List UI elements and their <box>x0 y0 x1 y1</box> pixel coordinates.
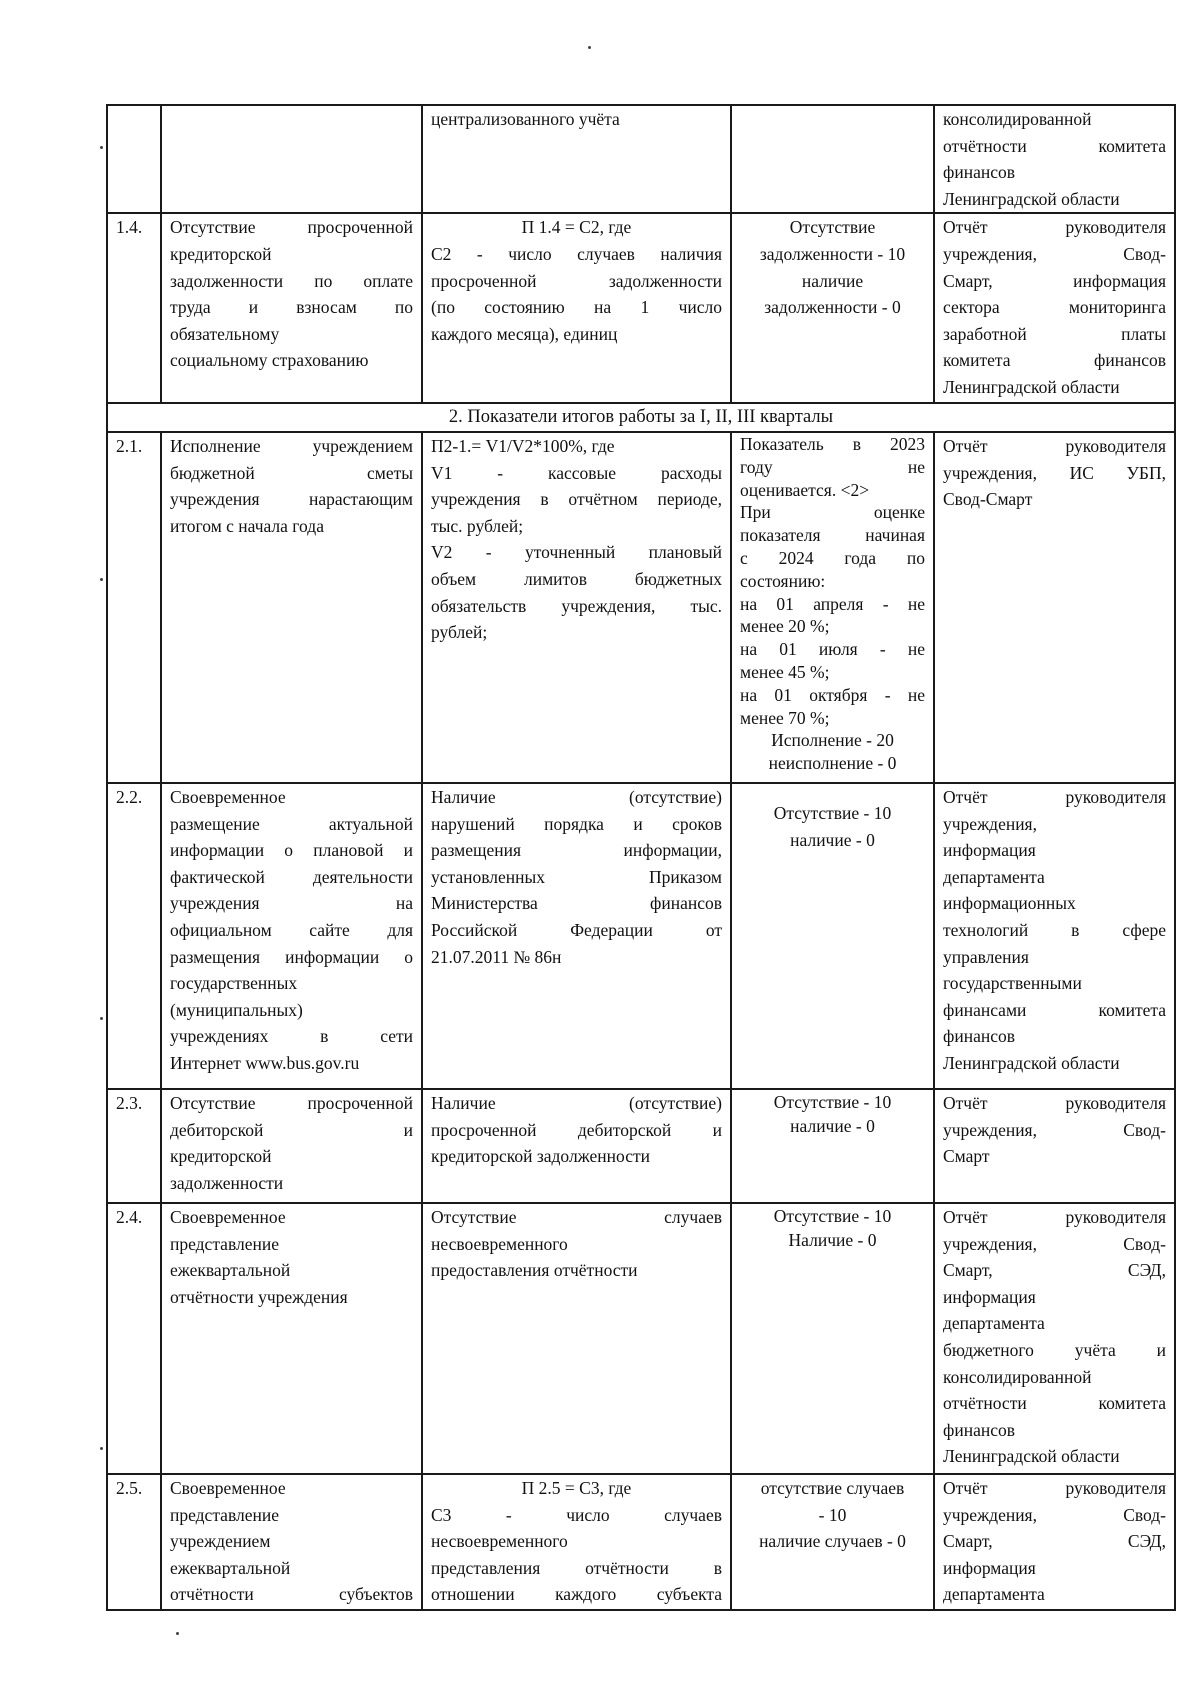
source-text: информация <box>943 1286 1036 1307</box>
source-text: комитета финансов <box>943 350 1166 371</box>
indicator-name-text: Своевременное <box>170 1477 286 1498</box>
formula-text: кредиторской задолженности <box>431 1146 651 1167</box>
score-text: Отсутствие - 10 <box>773 1091 892 1112</box>
source-text: департамента <box>943 1584 1045 1605</box>
score-text: Отсутствие - 10 <box>773 802 892 823</box>
indicator-name-text: Интернет www.bus.gov.ru <box>170 1052 360 1073</box>
source-text: отчётности комитета <box>943 135 1166 156</box>
indicator-name-text: размещения информации о <box>170 946 413 967</box>
formula-text: Наличие (отсутствие) <box>431 1092 722 1113</box>
formula-text: учреждения в отчётном периоде, <box>431 489 722 510</box>
source-text: департамента <box>943 1313 1045 1334</box>
formula-text: V1 - кассовые расходы <box>431 462 722 483</box>
formula-text: просроченной задолженности <box>431 270 722 291</box>
source-cell <box>934 1203 1175 1474</box>
source-text: управления <box>943 946 1029 967</box>
table-row <box>107 1474 1175 1610</box>
source-cell <box>934 1474 1175 1610</box>
formula-cell <box>422 1474 731 1610</box>
formula-text: размещения информации, <box>431 840 722 861</box>
score-cell <box>731 1089 934 1203</box>
source-text: Смарт, информация <box>943 270 1166 291</box>
source-text: учреждения, Свод- <box>943 1233 1166 1254</box>
source-text: Ленинградской области <box>943 376 1120 397</box>
source-text: заработной платы <box>943 323 1166 344</box>
scan-speck <box>100 146 103 149</box>
score-text: Отсутствие <box>789 217 876 238</box>
indicator-name-text: бюджетной сметы <box>170 462 413 483</box>
indicator-name-text: учреждения на <box>170 893 413 914</box>
source-text: отчётности комитета <box>943 1393 1166 1414</box>
source-text: финансов <box>943 1419 1015 1440</box>
source-cell <box>934 432 1175 783</box>
score-text: задолженности - 0 <box>764 297 901 318</box>
source-text: учреждения, Свод- <box>943 243 1166 264</box>
indicator-name-text: представление <box>170 1504 279 1525</box>
scan-speck <box>100 1447 103 1450</box>
score-cell <box>731 105 934 213</box>
row-number: 2.5. <box>116 1477 143 1498</box>
score-text: показателя начиная <box>740 525 925 546</box>
source-text: учреждения, Свод- <box>943 1504 1166 1525</box>
source-text: Свод-Смарт <box>943 489 1033 510</box>
section-header-row <box>107 403 1175 432</box>
formula-text: несвоевременного <box>431 1233 568 1254</box>
section-title: 2. Показатели итогов работы за I, II, III кварталы <box>107 403 1175 432</box>
formula-text: (по состоянию на 1 число <box>431 297 722 318</box>
source-text: государственными <box>943 973 1082 994</box>
indicator-name-text: размещение актуальной <box>170 813 413 834</box>
score-text: году не <box>740 456 925 477</box>
source-text: Отчёт руководителя <box>943 1206 1166 1227</box>
row-number-cell <box>107 432 161 783</box>
source-cell <box>934 213 1175 403</box>
source-text: финансами комитета <box>943 999 1166 1020</box>
formula-text: 21.07.2011 № 86н <box>431 946 562 967</box>
indicator-name-text: официальном сайте для <box>170 919 413 940</box>
formula-cell <box>422 213 731 403</box>
source-text: Ленинградской области <box>943 1052 1120 1073</box>
indicator-name-text: учреждения нарастающим <box>170 489 413 510</box>
indicator-name-text: фактической деятельности <box>170 866 413 887</box>
source-cell <box>934 105 1175 213</box>
source-text: департамента <box>943 866 1045 887</box>
formula-cell <box>422 1203 731 1474</box>
source-text: технологий в сфере <box>943 919 1166 940</box>
source-text: информация <box>943 840 1036 861</box>
indicator-name-text: кредиторской <box>170 243 272 264</box>
score-text: наличие <box>801 270 864 291</box>
score-cell <box>731 213 934 403</box>
indicator-name-text: представление <box>170 1233 279 1254</box>
score-cell <box>731 783 934 1089</box>
score-text: отсутствие случаев <box>760 1477 905 1498</box>
score-text: на 01 апреля - не <box>740 593 925 614</box>
indicator-name-text: Своевременное <box>170 786 286 807</box>
indicator-name-text: учреждениях в сети <box>170 1026 413 1047</box>
indicators-table <box>106 104 1176 1611</box>
indicator-name-text: (муниципальных) <box>170 999 303 1020</box>
table-row <box>107 783 1175 1089</box>
row-number: 2.1. <box>116 435 143 456</box>
source-cell <box>934 783 1175 1089</box>
formula-text: Министерства финансов <box>431 893 722 914</box>
source-text: Ленинградской области <box>943 188 1120 209</box>
table-row <box>107 1203 1175 1474</box>
source-text: консолидированной <box>943 109 1092 129</box>
source-text: информация <box>943 1557 1036 1578</box>
score-text: Показатель в 2023 <box>740 433 925 454</box>
source-text: Смарт <box>943 1146 990 1167</box>
formula-cell <box>422 783 731 1089</box>
score-text: состоянию: <box>740 570 826 591</box>
formula-text: объем лимитов бюджетных <box>431 568 722 589</box>
row-number: 2.3. <box>116 1092 143 1113</box>
scan-speck <box>588 46 591 49</box>
source-text: учреждения, <box>943 813 1037 834</box>
formula-text: П 2.5 = С3, где <box>521 1477 632 1498</box>
formula-text: Наличие (отсутствие) <box>431 786 722 807</box>
source-text: Отчёт руководителя <box>943 217 1166 238</box>
indicator-name-text: государственных <box>170 973 298 994</box>
score-cell <box>731 1474 934 1610</box>
indicator-name-text: Исполнение учреждением <box>170 435 413 456</box>
table-row <box>107 213 1175 403</box>
score-text: менее 20 %; <box>740 616 830 637</box>
formula-text: П 1.4 = С2, где <box>521 217 632 238</box>
source-text: сектора мониторинга <box>943 297 1166 318</box>
source-text: Отчёт руководителя <box>943 1092 1166 1113</box>
formula-text: представления отчётности в <box>431 1557 722 1578</box>
score-text: - 10 <box>818 1504 847 1525</box>
scan-speck <box>100 578 103 581</box>
formula-cell <box>422 105 731 213</box>
indicator-name-text: социальному страхованию <box>170 350 369 371</box>
source-text: Смарт, СЭД, <box>943 1260 1166 1281</box>
source-text: консолидированной <box>943 1366 1092 1387</box>
score-cell <box>731 432 934 783</box>
row-number: 1.4. <box>116 217 143 238</box>
indicator-name-cell <box>161 1089 422 1203</box>
indicator-name-text: информации о плановой и <box>170 840 413 861</box>
score-text: Отсутствие - 10 <box>773 1205 892 1226</box>
score-text: При оценке <box>740 502 925 523</box>
source-text: финансов <box>943 1026 1015 1047</box>
indicator-name-text: отчётности субъектов <box>170 1584 413 1605</box>
indicator-name-text: учреждением <box>170 1531 271 1552</box>
source-text: Смарт, СЭД, <box>943 1531 1166 1552</box>
indicator-name-text: кредиторской <box>170 1146 272 1167</box>
table-row <box>107 105 1175 213</box>
score-text: менее 70 %; <box>740 707 830 728</box>
row-number-cell <box>107 1474 161 1610</box>
source-text: Отчёт руководителя <box>943 1477 1166 1498</box>
score-text: на 01 июля - не <box>740 639 925 660</box>
score-text: оценивается. <2> <box>740 479 870 500</box>
indicator-name-cell <box>161 1474 422 1610</box>
indicator-name-text: ежеквартальной <box>170 1260 291 1281</box>
source-text: Отчёт руководителя <box>943 435 1166 456</box>
formula-text: П2-1.= V1/V2*100%, где <box>431 435 615 456</box>
indicator-name-text: Отсутствие просроченной <box>170 217 413 238</box>
row-number: 2.2. <box>116 786 143 807</box>
scan-speck <box>176 1632 179 1635</box>
formula-text: обязательств учреждения, тыс. <box>431 595 722 616</box>
formula-text: несвоевременного <box>431 1531 568 1552</box>
formula-text: отношении каждого субъекта <box>431 1584 722 1605</box>
score-text: задолженности - 10 <box>759 243 906 264</box>
indicator-name-text: итогом с начала года <box>170 515 324 536</box>
row-number-cell <box>107 105 161 213</box>
score-text: неисполнение - 0 <box>768 753 897 774</box>
indicator-name-text: задолженности <box>170 1172 284 1193</box>
formula-cell <box>422 432 731 783</box>
formula-text: каждого месяца), единиц <box>431 323 618 344</box>
row-number-cell <box>107 783 161 1089</box>
row-number-cell <box>107 213 161 403</box>
table-row <box>107 1089 1175 1203</box>
indicator-name-text: Своевременное <box>170 1206 286 1227</box>
table-row <box>107 432 1175 783</box>
score-text: наличие - 0 <box>790 829 875 850</box>
indicator-name-cell <box>161 213 422 403</box>
formula-cell <box>422 1089 731 1203</box>
formula-text: С3 - число случаев <box>431 1504 722 1525</box>
formula-text: С2 - число случаев наличия <box>431 243 722 264</box>
formula-text: просроченной дебиторской и <box>431 1119 722 1140</box>
score-text: Наличие - 0 <box>788 1229 877 1250</box>
scan-speck <box>100 1017 103 1020</box>
indicator-name-text: ежеквартальной <box>170 1557 291 1578</box>
source-text: финансов <box>943 162 1015 183</box>
formula-text: централизованного учёта <box>431 109 620 129</box>
indicator-name-text: обязательному <box>170 323 280 344</box>
score-text: менее 45 %; <box>740 661 830 682</box>
formula-text: установленных Приказом <box>431 866 722 887</box>
score-text: наличие - 0 <box>790 1115 875 1136</box>
formula-text: нарушений порядка и сроков <box>431 813 722 834</box>
formula-text: Отсутствие случаев <box>431 1206 722 1227</box>
formula-text: предоставления отчётности <box>431 1260 638 1281</box>
formula-text: тыс. рублей; <box>431 515 524 536</box>
score-cell <box>731 1203 934 1474</box>
formula-text: Российской Федерации от <box>431 919 722 940</box>
source-cell <box>934 1089 1175 1203</box>
score-text: Исполнение - 20 <box>771 730 894 751</box>
score-text: с 2024 года по <box>740 547 925 568</box>
indicator-name-text: дебиторской и <box>170 1119 413 1140</box>
indicator-name-text: Отсутствие просроченной <box>170 1092 413 1113</box>
row-number-cell <box>107 1089 161 1203</box>
row-number: 2.4. <box>116 1206 143 1227</box>
source-text: учреждения, ИС УБП, <box>943 462 1166 483</box>
indicator-name-cell <box>161 432 422 783</box>
indicator-name-cell <box>161 1203 422 1474</box>
indicator-name-text: труда и взносам по <box>170 297 413 318</box>
source-text: учреждения, Свод- <box>943 1119 1166 1140</box>
source-text: информационных <box>943 893 1076 914</box>
indicator-name-text: отчётности учреждения <box>170 1286 348 1307</box>
score-text: наличие случаев - 0 <box>759 1531 906 1552</box>
indicator-name-cell <box>161 783 422 1089</box>
source-text: бюджетного учёта и <box>943 1339 1166 1360</box>
formula-text: V2 - уточненный плановый <box>431 542 722 563</box>
indicator-name-cell <box>161 105 422 213</box>
source-text: Ленинградской области <box>943 1446 1120 1467</box>
indicator-name-text: задолженности по оплате <box>170 270 413 291</box>
row-number-cell <box>107 1203 161 1474</box>
score-text: на 01 октября - не <box>740 684 925 705</box>
source-text: Отчёт руководителя <box>943 786 1166 807</box>
formula-text: рублей; <box>431 622 488 643</box>
